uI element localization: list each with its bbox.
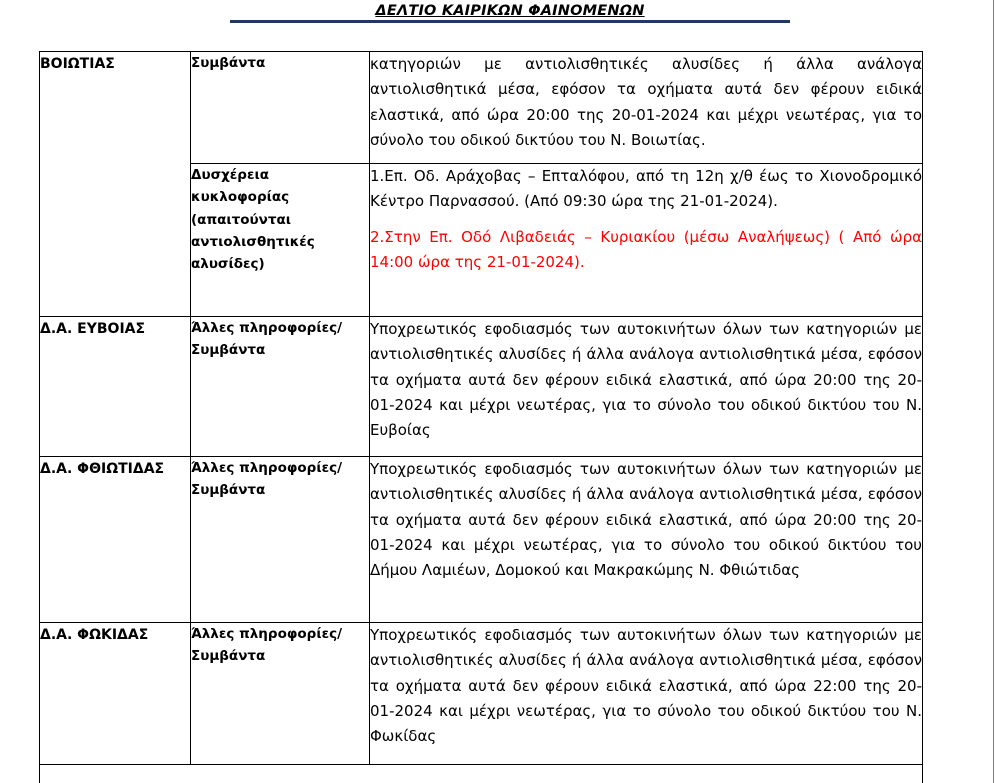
info-cell-fthiotida — [370, 457, 923, 623]
category-cell-boiotia: Συμβάντα — [191, 52, 370, 164]
info-cell-evoia — [370, 317, 923, 457]
table-row-fokida — [40, 623, 923, 765]
table-row-evoia — [40, 317, 923, 457]
info-cell-fokida — [370, 623, 923, 765]
region-cell-fthiotida: Δ.Α. ΦΘΙΩΤΙΔΑΣ — [40, 457, 191, 623]
category-cell-fthiotida: Άλλες πληροφορίες/ Συμβάντα — [191, 457, 370, 623]
info-text-fokida: Υποχρεωτικός εφοδιασμός των αυτοκινήτων όλων των κατηγοριών με αντιολισθητικές αλυσίδες ή άλλα ανάλογα αντιολισθητικά μέσα, εφόσον τα οχήματα αυτά δεν φέρουν ειδικά ελαστικά, από ώρα 22:00 της 20-01-2024 και μέχρι νεωτέρας, για το σύνολο του οδικού δικτύου του Ν. Φωκίδας — [370, 626, 922, 746]
table-row-boiotia — [40, 52, 923, 164]
traffic-item-2-alert: 2.Στην Επ. Οδό Λιβαδειάς – Κυριακίου (μέσω Αναλήψεως) ( Από ώρα 14:00 ώρα της 21-01-2024). — [370, 227, 922, 271]
category-cell-evoia: Άλλες πληροφορίες/ Συμβάντα — [191, 317, 370, 457]
info-text-boiotia: κατηγοριών με αντιολισθητικές αλυσίδες ή άλλα ανάλογα αντιολισθητικά μέσα, εφόσον τα οχήματα αυτά δεν φέρουν ειδικά ελαστικά, από ώρα 20:00 της 20-01-2024 και μέχρι νεωτέρας, για το σύνολο του οδικού δικτύου του Ν. Βοιωτίας. — [370, 55, 922, 149]
region-cell-boiotia: ΒΟΙΩΤΙΑΣ — [40, 52, 191, 317]
table-row-fthiotida — [40, 457, 923, 623]
title-underline-rule — [230, 20, 790, 23]
category-cell-traffic: Δυσχέρεια κυκλοφορίας (απαιτούνται αντιολισθητικές αλυσίδες) — [191, 164, 370, 317]
traffic-item-1: 1.Επ. Οδ. Αράχοβας – Επταλόφου, από τη 12η χ/θ έως το Χιονοδρομικό Κέντρο Παρνασσού. (Από 09:30 ώρα της 21-01-2024). — [370, 167, 922, 211]
info-text-fthiotida: Υποχρεωτικός εφοδιασμός των αυτοκινήτων όλων των κατηγοριών με αντιολισθητικές αλυσίδες ή άλλα ανάλογα αντιολισθητικά μέσα, εφόσον τα οχήματα αυτά δεν φέρουν ειδικά ελαστικά, από ώρα 20:00 της 20-01-2024 και μέχρι νεωτέρας, για το σύνολο του οδικού δικτύου του Δήμου Λαμιέων, Δομοκού και Μακρακώμης Ν. Φθιώτιδας — [370, 460, 922, 580]
info-cell-traffic — [370, 164, 923, 317]
info-text-evoia: Υποχρεωτικός εφοδιασμός των αυτοκινήτων όλων των κατηγοριών με αντιολισθητικές αλυσίδες ή άλλα ανάλογα αντιολισθητικά μέσα, εφόσον τα οχήματα αυτά δεν φέρουν ειδικά ελαστικά, από ώρα 20:00 της 20-01-2024 και μέχρι νεωτέρας, για το σύνολο του οδικού δικτύου του Ν. Ευβοίας — [370, 320, 922, 440]
table-row-next — [40, 765, 923, 783]
weather-bulletin-table — [39, 51, 923, 783]
page-title: ΔΕΛΤΙΟ ΚΑΙΡΙΚΩΝ ΦΑΙΝΟΜΕΝΩΝ — [375, 3, 645, 19]
category-cell-fokida: Άλλες πληροφορίες/ Συμβάντα — [191, 623, 370, 765]
region-cell-evoia: Δ.Α. ΕΥΒΟΙΑΣ — [40, 317, 191, 457]
empty-cell-next-row — [40, 765, 923, 783]
region-cell-fokida: Δ.Α. ΦΩΚΙΔΑΣ — [40, 623, 191, 765]
page-edge-divider — [993, 0, 994, 783]
info-cell-boiotia — [370, 52, 923, 164]
